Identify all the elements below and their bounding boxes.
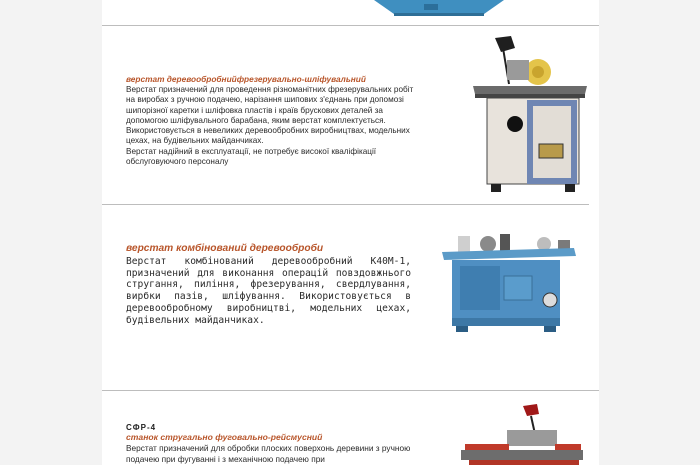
combined-woodworking-machine-image (440, 218, 580, 336)
product-3-model: СФР-4 (126, 423, 157, 432)
product-2-description (126, 256, 411, 326)
divider-3 (102, 390, 599, 391)
product-3-title: станок стругально фуговально-рейсмусний (126, 432, 323, 442)
divider-2 (102, 204, 589, 205)
product-1-title: верстат деревообробнийфрезерувально-шліфувальний (126, 74, 366, 84)
milling-sanding-machine-image (467, 32, 597, 194)
product-1-paragraph-3: Верстат надійний в експлуатації, не потребує високої кваліфікації обслуговуючого персоналу (126, 146, 377, 167)
product-2-paragraph-1: Верстат комбінований деревообробний К40М-1, призначений для виконання операцій повздовжнього стругання, пиління, фрезерування, свердлування, вирбки пазів, шліфування. Використовується в деревообробному виробництві, модельних цехах, будівельних майданчиках. (126, 256, 411, 326)
planing-thicknessing-machine-image (457, 404, 587, 465)
product-1-paragraph-1: Верстат призначений для проведення різноманітних фрезерувальних робіт на виробах з ручною подачею, нарізання шипових з'єднань при допомозі шипорізної каретки і шліфовка пластів і країв брускових деталей за допомогою шліфувального барабана, яким верстат комплектується. (126, 85, 414, 125)
catalog-page (102, 0, 599, 465)
product-3-paragraph-1: Верстат призначений для обробки плоских поверхонь деревини з ручною подачею при фугуванні і з механічною подачею при (126, 443, 411, 464)
product-1-paragraph-2: Використовується в невеликих деревообробних виробництвах, модельних цехах, на будівельних майданчиках. (126, 126, 410, 146)
product-1-description (126, 85, 416, 167)
product-2-title: верстат комбінований деревооброби (126, 243, 324, 254)
product-3-description (126, 443, 411, 464)
divider-1 (102, 25, 599, 26)
machine-image-top (364, 0, 514, 18)
